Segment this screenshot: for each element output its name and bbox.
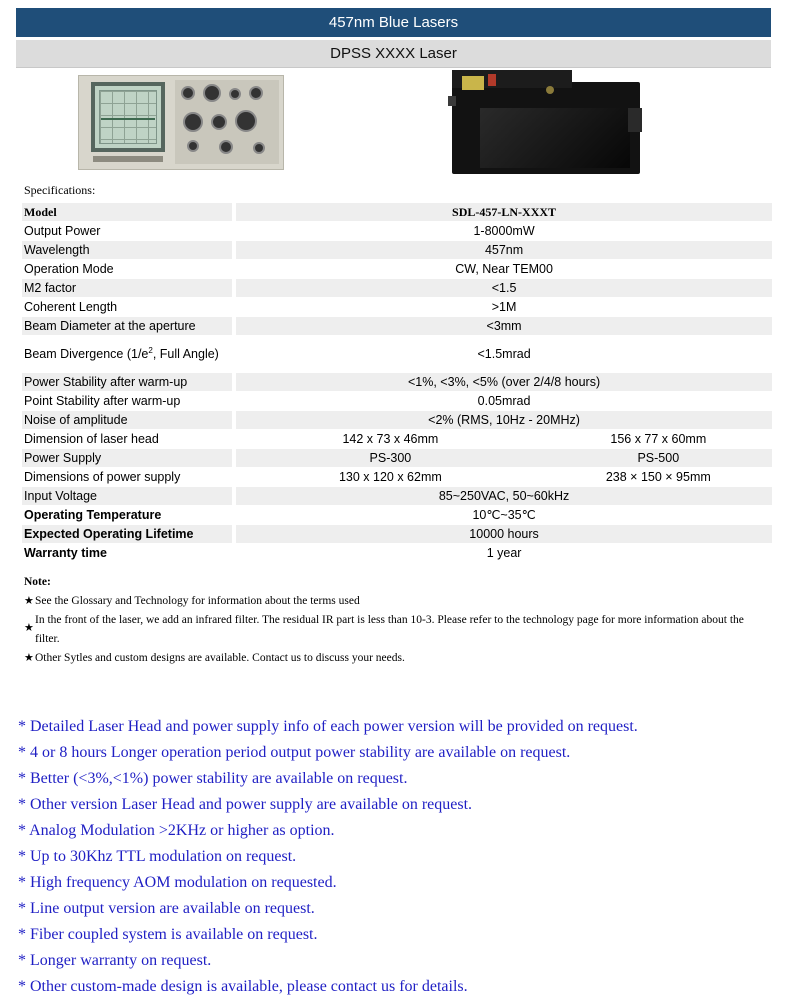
- spec-value: 142 x 73 x 46mm: [342, 432, 439, 446]
- spec-param: Input Voltage: [22, 487, 232, 505]
- spec-row: [22, 544, 772, 562]
- spec-value: 1 year: [486, 546, 522, 560]
- star-icon: ★: [24, 622, 34, 634]
- spec-value: <1.5: [236, 279, 772, 297]
- spec-row: [22, 449, 772, 467]
- spec-param: Model: [22, 203, 232, 221]
- spec-value: 0.05mrad: [477, 394, 531, 408]
- spec-value: >1M: [491, 300, 517, 314]
- spec-param: Dimension of laser head: [24, 432, 159, 446]
- extra-options-list: [18, 714, 778, 1000]
- oscilloscope-screen: [91, 82, 165, 152]
- star-icon: ★: [24, 652, 34, 664]
- spec-value: <1.5mrad: [477, 347, 531, 361]
- oscilloscope-image: [78, 75, 284, 170]
- extra-option-item: * Line output version are available on request.: [18, 900, 315, 917]
- spec-param: Power Stability after warm-up: [22, 373, 232, 391]
- spec-param: Warranty time: [24, 546, 107, 560]
- spec-value: <1%, <3%, <5% (over 2/4/8 hours): [236, 373, 772, 391]
- spec-row: [22, 487, 772, 505]
- spec-param: Point Stability after warm-up: [24, 394, 181, 408]
- spec-value: 130 x 120 x 62mm: [338, 470, 442, 484]
- spec-param: M2 factor: [22, 279, 232, 297]
- spec-row: [22, 260, 772, 278]
- note-item: ★Other Sytles and custom designs are available. Contact us to discuss your needs.: [24, 649, 764, 668]
- spec-param: Coherent Length: [24, 300, 118, 314]
- extra-option-item: * Other version Laser Head and power supply are available on request.: [18, 796, 473, 813]
- specifications-label: Specifications:: [24, 183, 96, 197]
- spec-param: Beam Divergence ($1/e^2$, Full Angle): [24, 345, 219, 361]
- spec-param: Output Power: [24, 224, 101, 238]
- note-item: ★See the Glossary and Technology for information about the terms used: [24, 592, 764, 611]
- extra-option-item: * 4 or 8 hours Longer operation period output power stability are available on request.: [18, 744, 571, 761]
- spec-param: Dimensions of power supply: [24, 470, 181, 484]
- spec-value: 1-8000mW: [473, 224, 535, 238]
- spec-value: <2% (RMS, 10Hz - 20MHz): [236, 411, 772, 429]
- spec-row: [22, 506, 772, 524]
- laser-head-image: [440, 68, 650, 174]
- spec-row: [22, 317, 772, 335]
- spec-row: [22, 241, 772, 259]
- spec-value: 457nm: [236, 241, 772, 259]
- spec-row: [22, 392, 772, 410]
- extra-option-item: * Other custom-made design is available, please contact us for details.: [18, 978, 468, 995]
- extra-option-item: * Longer warranty on request.: [18, 952, 212, 969]
- extra-option-item: * Analog Modulation >2KHz or higher as option.: [18, 822, 335, 839]
- spec-value: SDL-457-LN-XXXT: [236, 203, 772, 221]
- spec-param: Operating Temperature: [24, 508, 162, 522]
- spec-row: [22, 411, 772, 429]
- spec-value: 156 x 77 x 60mm: [610, 432, 707, 446]
- extra-option-item: * Fiber coupled system is available on request.: [18, 926, 318, 943]
- spec-value: PS-500: [545, 449, 772, 467]
- spec-param: Expected Operating Lifetime: [22, 525, 232, 543]
- spec-row: [22, 279, 772, 297]
- spec-param: Power Supply: [22, 449, 232, 467]
- spec-value: 10℃~35℃: [472, 508, 536, 522]
- spec-param: Operation Mode: [24, 262, 114, 276]
- spec-row: [22, 203, 772, 221]
- extra-option-item: * Detailed Laser Head and power supply info of each power version will be provided on request.: [18, 718, 638, 735]
- star-icon: ★: [24, 595, 34, 607]
- extra-option-item: * High frequency AOM modulation on requested.: [18, 874, 337, 891]
- spec-value: 10000 hours: [236, 525, 772, 543]
- spec-value: PS-300: [236, 449, 545, 467]
- notes-title: Note:: [24, 576, 51, 588]
- spec-row: [22, 525, 772, 543]
- extra-option-item: * Up to 30Khz TTL modulation on request.: [18, 848, 297, 865]
- spec-param: Noise of amplitude: [22, 411, 232, 429]
- spec-row: [22, 336, 772, 372]
- page-title: 457nm Blue Lasers: [16, 8, 771, 37]
- spec-row: [22, 373, 772, 391]
- spec-value: CW, Near TEM00: [455, 262, 553, 276]
- spec-param: Wavelength: [22, 241, 232, 259]
- notes-section: [24, 573, 764, 668]
- spec-value: <3mm: [236, 317, 772, 335]
- spec-row: [22, 298, 772, 316]
- oscilloscope-control-panel: [175, 80, 279, 164]
- note-item: ★ In the front of the laser, we add an infrared filter. The residual IR part is less than 10-3. Please refer to the technology page for more information about the filter.: [24, 614, 744, 645]
- spec-value: 238 × 150 × 95mm: [605, 470, 711, 484]
- product-subtitle: DPSS XXXX Laser: [16, 40, 771, 68]
- spec-row: [22, 430, 772, 448]
- spec-row: [22, 222, 772, 240]
- spec-value: 85~250VAC, 50~60kHz: [236, 487, 772, 505]
- spec-row: [22, 468, 772, 486]
- extra-option-item: * Better (<3%,<1%) power stability are available on request.: [18, 770, 408, 787]
- spec-param: Beam Diameter at the aperture: [22, 317, 232, 335]
- specifications-table: [22, 202, 772, 563]
